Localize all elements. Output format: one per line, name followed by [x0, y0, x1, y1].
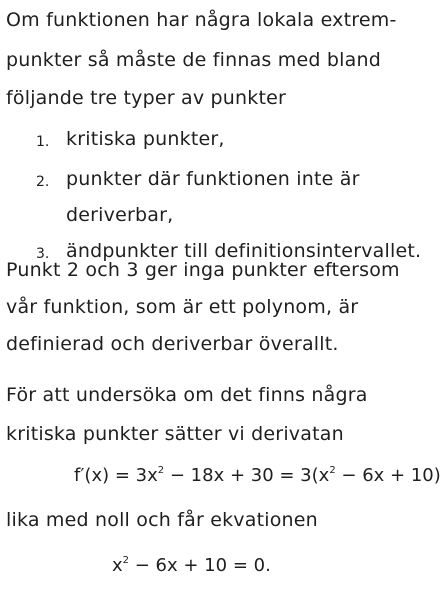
list-number-1: 1. [36, 134, 50, 150]
quadratic-equation [112, 549, 271, 578]
paragraph-3-line-1: För att undersöka om det finns några [6, 384, 368, 406]
quadratic-rhs: − 6x + 10 = 0. [129, 555, 271, 576]
list-item-2-line-2: deriverbar, [66, 204, 174, 226]
paragraph-1-line-3: följande tre typer av punkter [6, 87, 287, 109]
list-number-3: 3. [36, 246, 50, 262]
derivative-equation [74, 459, 441, 488]
derivative-exponent-1: 2 [157, 465, 165, 476]
paragraph-4-line-1: lika med noll och får ekvationen [6, 509, 318, 531]
paragraph-1-line-2: punkter så måste de finnas med bland [6, 49, 381, 71]
list-item-3: ändpunkter till definitionsintervallet. [66, 240, 422, 262]
paragraph-2-line-3: definierad och deriverbar överallt. [6, 333, 339, 355]
paragraph-1-line-1: Om funktionen har några lokala extrem- [6, 9, 397, 31]
list-item-2-line-1: punkter där funktionen inte är [66, 168, 360, 190]
derivative-lhs: f′(x) = 3x [74, 465, 158, 486]
derivative-exponent-2: 2 [329, 465, 336, 476]
derivative-middle: − 18x + 30 = 3(x [164, 465, 330, 486]
list-number-2: 2. [36, 174, 50, 190]
list-item-1: kritiska punkter, [66, 128, 225, 150]
paragraph-2-line-2: vår funktion, som är ett polynom, är [6, 296, 359, 318]
paragraph-2-line-1: Punkt 2 och 3 ger inga punkter eftersom [6, 259, 400, 281]
quadratic-lhs: x [112, 555, 123, 576]
paragraph-3-line-2: kritiska punkter sätter vi derivatan [6, 423, 344, 445]
quadratic-exponent: 2 [122, 555, 130, 566]
derivative-rhs: − 6x + 10) [335, 465, 441, 486]
